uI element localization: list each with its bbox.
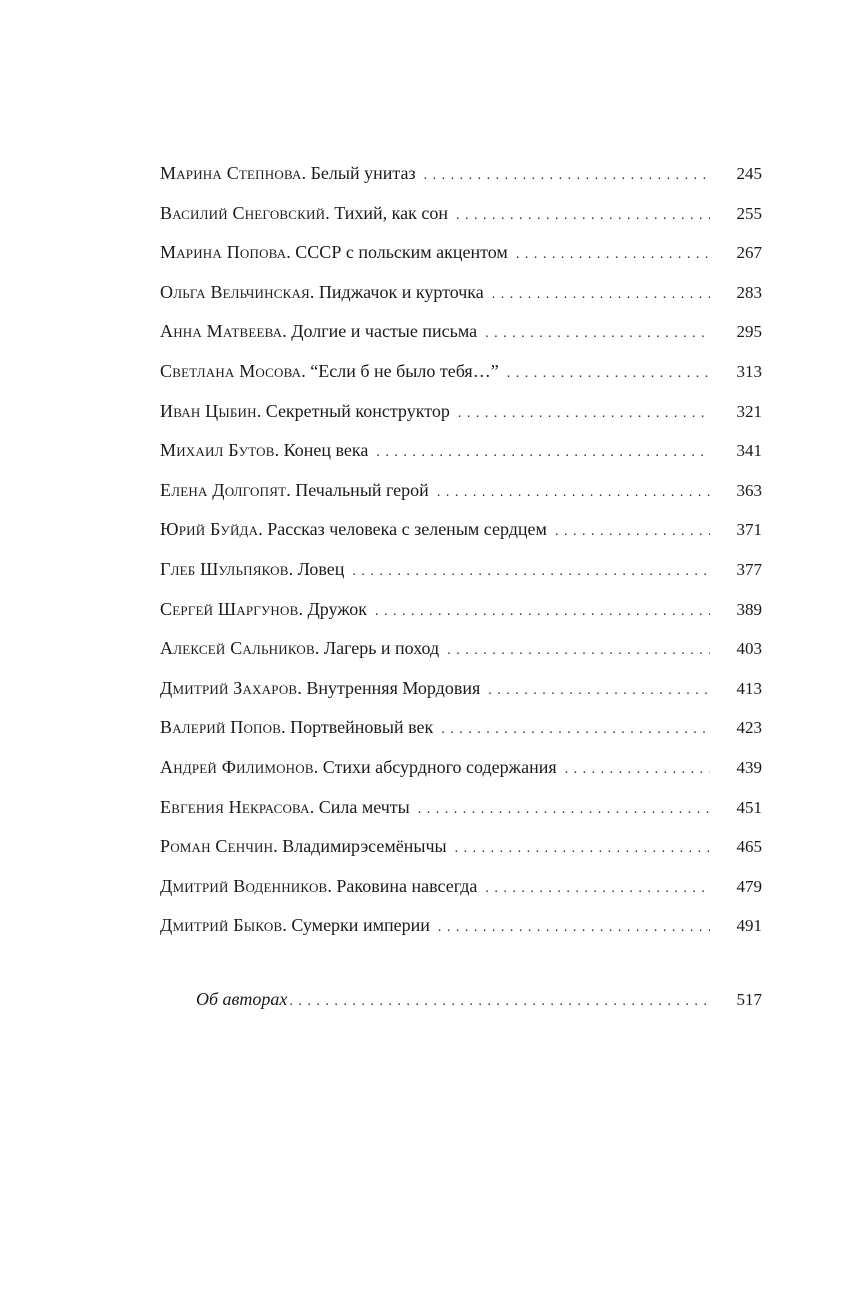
toc-entry-text: Роман Сенчин. Владимирэсемёнычы: [160, 836, 447, 857]
dot-leader: [458, 394, 710, 434]
dot-leader: [555, 512, 710, 552]
toc-entry-text: Ольга Вельчинская. Пиджачок и курточка: [160, 281, 484, 302]
toc-entry: [160, 194, 762, 234]
toc-author: Юрий Буйда: [160, 519, 259, 540]
toc-author: Глеб Шульпяков: [160, 558, 289, 579]
dot-leader: [418, 790, 710, 830]
toc-author: Алексей Сальников: [160, 638, 315, 659]
toc-entry: [160, 154, 762, 194]
toc-page-number: 363: [736, 480, 762, 500]
toc-title: Пиджачок и курточка: [318, 281, 484, 302]
toc-entry: [160, 748, 762, 788]
toc-author: Сергей Шаргунов: [160, 598, 299, 619]
toc-page-number: 321: [736, 401, 762, 421]
dot-leader: [516, 235, 710, 275]
toc-author: Дмитрий Быков: [160, 915, 283, 936]
toc-page-number: 371: [736, 520, 762, 540]
toc-title: Рассказ человека с зеленым сердцем: [267, 519, 547, 540]
toc-page-number: 295: [736, 322, 762, 342]
toc-entry-text: Глеб Шульпяков. Ловец: [160, 558, 345, 579]
toc-entry-text: Дмитрий Воденников. Раковина навсегда: [160, 875, 478, 896]
toc-author: Ольга Вельчинская: [160, 281, 310, 302]
toc-entry: [160, 669, 762, 709]
toc-page-number: 517: [736, 990, 762, 1009]
toc-page-number: 439: [736, 757, 762, 777]
dot-leader: [438, 908, 710, 948]
toc-author: Валерий Попов: [160, 717, 282, 738]
toc-entry-text: Марина Попова. СССР с польским акцентом: [160, 242, 508, 263]
toc-page-number: 451: [736, 797, 762, 817]
toc-entry: [160, 590, 762, 630]
toc-entry: [160, 788, 762, 828]
dot-leader: [455, 829, 710, 869]
dot-leader: [492, 275, 710, 315]
dot-leader: [437, 473, 710, 513]
toc-author: Дмитрий Захаров: [160, 677, 298, 698]
toc-title: “Если б не было тебя…”: [310, 360, 499, 381]
dot-leader: [289, 982, 710, 1022]
toc-title: СССР с польским акцентом: [295, 242, 508, 263]
dot-leader: [424, 156, 710, 196]
toc-title: Сила мечты: [318, 796, 410, 817]
toc-about-authors: [196, 980, 762, 1020]
toc-entry-text: Василий Снеговский. Тихий, как сон: [160, 202, 448, 223]
toc-page-number: 313: [736, 361, 762, 381]
toc-entry-text: Марина Степнова. Белый унитаз: [160, 163, 416, 183]
toc-entry-text: Валерий Попов. Портвейновый век: [160, 717, 434, 738]
table-of-contents: [160, 154, 762, 946]
toc-entry: [160, 867, 762, 907]
toc-entry: [160, 550, 762, 590]
dot-leader: [352, 552, 710, 592]
toc-entry: [160, 906, 762, 946]
toc-title: Ловец: [297, 558, 345, 579]
toc-entry-text: Юрий Буйда. Рассказ человека с зеленым сердцем: [160, 519, 547, 540]
toc-page-number: 465: [736, 837, 762, 857]
toc-author: Марина Попова: [160, 242, 287, 263]
toc-title: Тихий, как сон: [334, 202, 448, 223]
toc-page-number: 245: [736, 164, 762, 183]
toc-page-number: 255: [736, 203, 762, 223]
toc-entry-text: Светлана Мосова. “Если б не было тебя…”: [160, 360, 499, 381]
about-authors-label: Об авторах: [196, 989, 288, 1009]
toc-entry-text: Дмитрий Быков. Сумерки империи: [160, 915, 430, 936]
toc-author: Андрей Филимонов: [160, 756, 314, 777]
toc-title: Внутренняя Мордовия: [306, 677, 481, 698]
dot-leader: [447, 631, 710, 671]
dot-leader: [565, 750, 710, 790]
toc-entry: [160, 273, 762, 313]
toc-entry-text: Евгения Некрасова. Сила мечты: [160, 796, 410, 817]
toc-title: Раковина навсегда: [336, 875, 478, 896]
toc-entry-text: Иван Цыбин. Секретный конструктор: [160, 400, 450, 421]
toc-title: Конец века: [283, 440, 369, 461]
dot-leader: [507, 354, 710, 394]
toc-entry-text: Андрей Филимонов. Стихи абсурдного содержания: [160, 756, 557, 777]
toc-author: Анна Матвеева: [160, 321, 283, 342]
dot-leader: [375, 592, 710, 632]
toc-page-number: 377: [736, 559, 762, 579]
toc-entry: [160, 431, 762, 471]
toc-author: Марина Степнова: [160, 163, 302, 183]
dot-leader: [485, 869, 710, 909]
toc-page-number: 389: [736, 599, 762, 619]
toc-author: Михаил Бутов: [160, 440, 275, 461]
toc-entry-text: Сергей Шаргунов. Дружок: [160, 598, 368, 619]
dot-leader: [376, 433, 710, 473]
dot-leader: [485, 314, 710, 354]
toc-entry-text: Анна Матвеева. Долгие и частые письма: [160, 321, 478, 342]
toc-entry: [160, 471, 762, 511]
toc-title: Долгие и частые письма: [291, 321, 478, 342]
dot-leader: [456, 196, 710, 236]
toc-title: Портвейновый век: [290, 717, 434, 738]
toc-entry: [160, 510, 762, 550]
toc-author: Евгения Некрасова: [160, 796, 310, 817]
toc-title: Дружок: [307, 598, 368, 619]
toc-page-number: 283: [736, 282, 762, 302]
toc-page-number: 403: [736, 639, 762, 659]
toc-entry: [160, 233, 762, 273]
toc-entry: [160, 827, 762, 867]
toc-page-number: 267: [736, 243, 762, 263]
dot-leader: [441, 710, 710, 750]
toc-entry: [160, 629, 762, 669]
toc-page-number: 341: [736, 441, 762, 461]
toc-entry: [160, 392, 762, 432]
toc-page-number: 491: [736, 916, 762, 936]
toc-title: Печальный герой: [295, 479, 429, 500]
toc-page-number: 479: [736, 876, 762, 896]
toc-entry-text: Алексей Сальников. Лагерь и поход: [160, 638, 440, 659]
toc-entry-text: Михаил Бутов. Конец века: [160, 440, 369, 461]
toc-entry-about: [196, 980, 762, 1020]
toc-title: Сумерки империи: [291, 915, 430, 936]
toc-title: Секретный конструктор: [265, 400, 450, 421]
toc-entry: [160, 708, 762, 748]
toc-author: Светлана Мосова: [160, 360, 302, 381]
toc-author: Дмитрий Воденников: [160, 875, 328, 896]
toc-entry: [160, 312, 762, 352]
toc-entry: [160, 352, 762, 392]
toc-entry-text: Дмитрий Захаров. Внутренняя Мордовия: [160, 677, 481, 698]
toc-title: Лагерь и поход: [323, 638, 440, 659]
toc-page-number: 423: [736, 718, 762, 738]
toc-author: Елена Долгопят: [160, 479, 287, 500]
toc-page-number: 413: [736, 678, 762, 698]
toc-title: Стихи абсурдного содержания: [322, 756, 557, 777]
toc-author: Василий Снеговский: [160, 202, 326, 223]
toc-title: Владимирэсемёнычы: [282, 836, 447, 857]
toc-entry-text: Елена Долгопят. Печальный герой: [160, 479, 429, 500]
dot-leader: [488, 671, 710, 711]
toc-author: Роман Сенчин: [160, 836, 274, 857]
toc-author: Иван Цыбин: [160, 400, 257, 421]
toc-title: Белый унитаз: [310, 163, 416, 183]
